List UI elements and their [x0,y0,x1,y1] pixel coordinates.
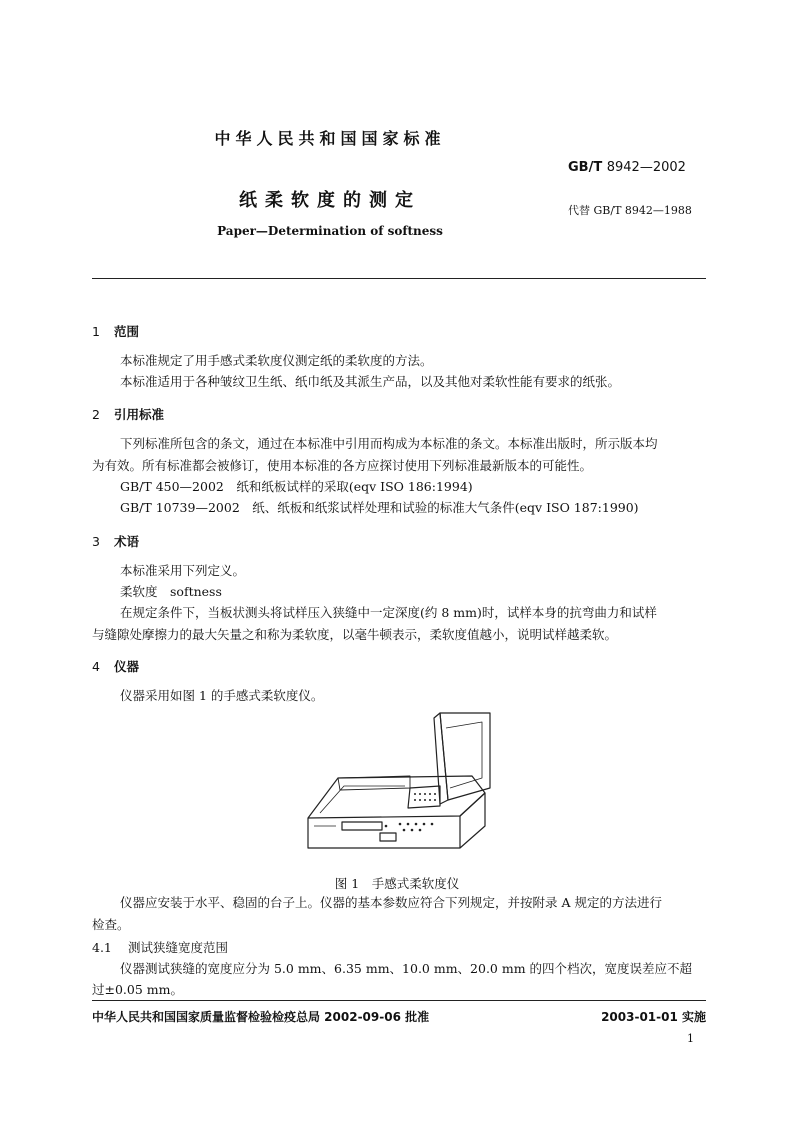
standard-code [568,160,686,175]
subsection-number: 4.1 [92,940,112,955]
section-title: 范围 [114,324,140,339]
standard-code-number: 8942—2002 [606,160,686,175]
header-divider [92,278,706,279]
paragraph: 下列标准所包含的条文，通过在本标准中引用而构成为本标准的条文。本标准出版时，所示版本均 [120,436,658,451]
paragraph: 本标准采用下列定义。 [120,563,246,578]
figure-1-caption: 图 1 手感式柔软度仪 [334,876,460,891]
paragraph: 本标准规定了用手感式柔软度仪测定纸的柔软度的方法。 [120,353,433,368]
section-2-heading [92,405,164,423]
paragraph: 在规定条件下，当板状测头将试样压入狭缝中一定深度(约 8 mm)时，试样本身的抗弯曲力和试样 [120,605,657,620]
section-number: 3 [92,534,100,549]
english-title: Paper—Determination of softness [217,224,443,238]
term-entry: 柔软度 softness [120,584,222,599]
effective-date: 2003-01-01 实施 [601,1010,706,1024]
paragraph: 仪器应安装于水平、稳固的台子上。仪器的基本参数应符合下列规定，并按附录 A 规定的方法进行 [120,895,662,910]
page-number: 1 [687,1032,694,1045]
section-4-heading [92,657,139,675]
paragraph: 过±0.05 mm。 [92,982,183,997]
paragraph: 仪器测试狭缝的宽度应分为 5.0 mm、6.35 mm、10.0 mm、20.0 mm 的四个档次，宽度误差应不超 [120,961,693,976]
section-number: 1 [92,324,100,339]
paragraph: 与缝隙处摩擦力的最大矢量之和称为柔软度，以毫牛顿表示，柔软度值越小，说明试样越柔软。 [92,627,618,642]
document-title: 纸柔软度的测定 [239,190,421,211]
replaces-standard: 代替 GB/T 8942—1988 [568,204,692,217]
paragraph: 仪器采用如图 1 的手感式柔软度仪。 [120,688,324,703]
section-number: 4 [92,659,100,674]
section-title: 引用标准 [114,407,165,422]
softness-tester-illustration [300,708,500,858]
paragraph: 检查。 [92,917,130,932]
section-3-heading [92,532,139,550]
section-title: 术语 [114,534,140,549]
section-number: 2 [92,407,100,422]
footer-divider [92,1000,706,1001]
national-standard-heading: 中华人民共和国国家标准 [214,129,446,148]
reference-item: GB/T 450—2002 纸和纸板试样的采取(eqv ISO 186:1994) [120,479,473,494]
standard-code-prefix: GB/T [568,160,603,175]
paragraph: 本标准适用于各种皱纹卫生纸、纸巾纸及其派生产品，以及其他对柔软性能有要求的纸张。 [120,374,621,389]
section-1-heading [92,322,139,340]
approval-statement: 中华人民共和国国家质量监督检验检疫总局 2002-09-06 批准 [92,1010,430,1024]
reference-item: GB/T 10739—2002 纸、纸板和纸浆试样处理和试验的标准大气条件(eqv ISO 187:1990) [120,500,639,515]
section-title: 仪器 [114,659,140,674]
subsection-title: 测试狭缝宽度范围 [128,940,229,955]
paragraph: 为有效。所有标准都会被修订，使用本标准的各方应探讨使用下列标准最新版本的可能性。 [92,458,593,473]
subsection-4-1-heading [92,938,228,956]
